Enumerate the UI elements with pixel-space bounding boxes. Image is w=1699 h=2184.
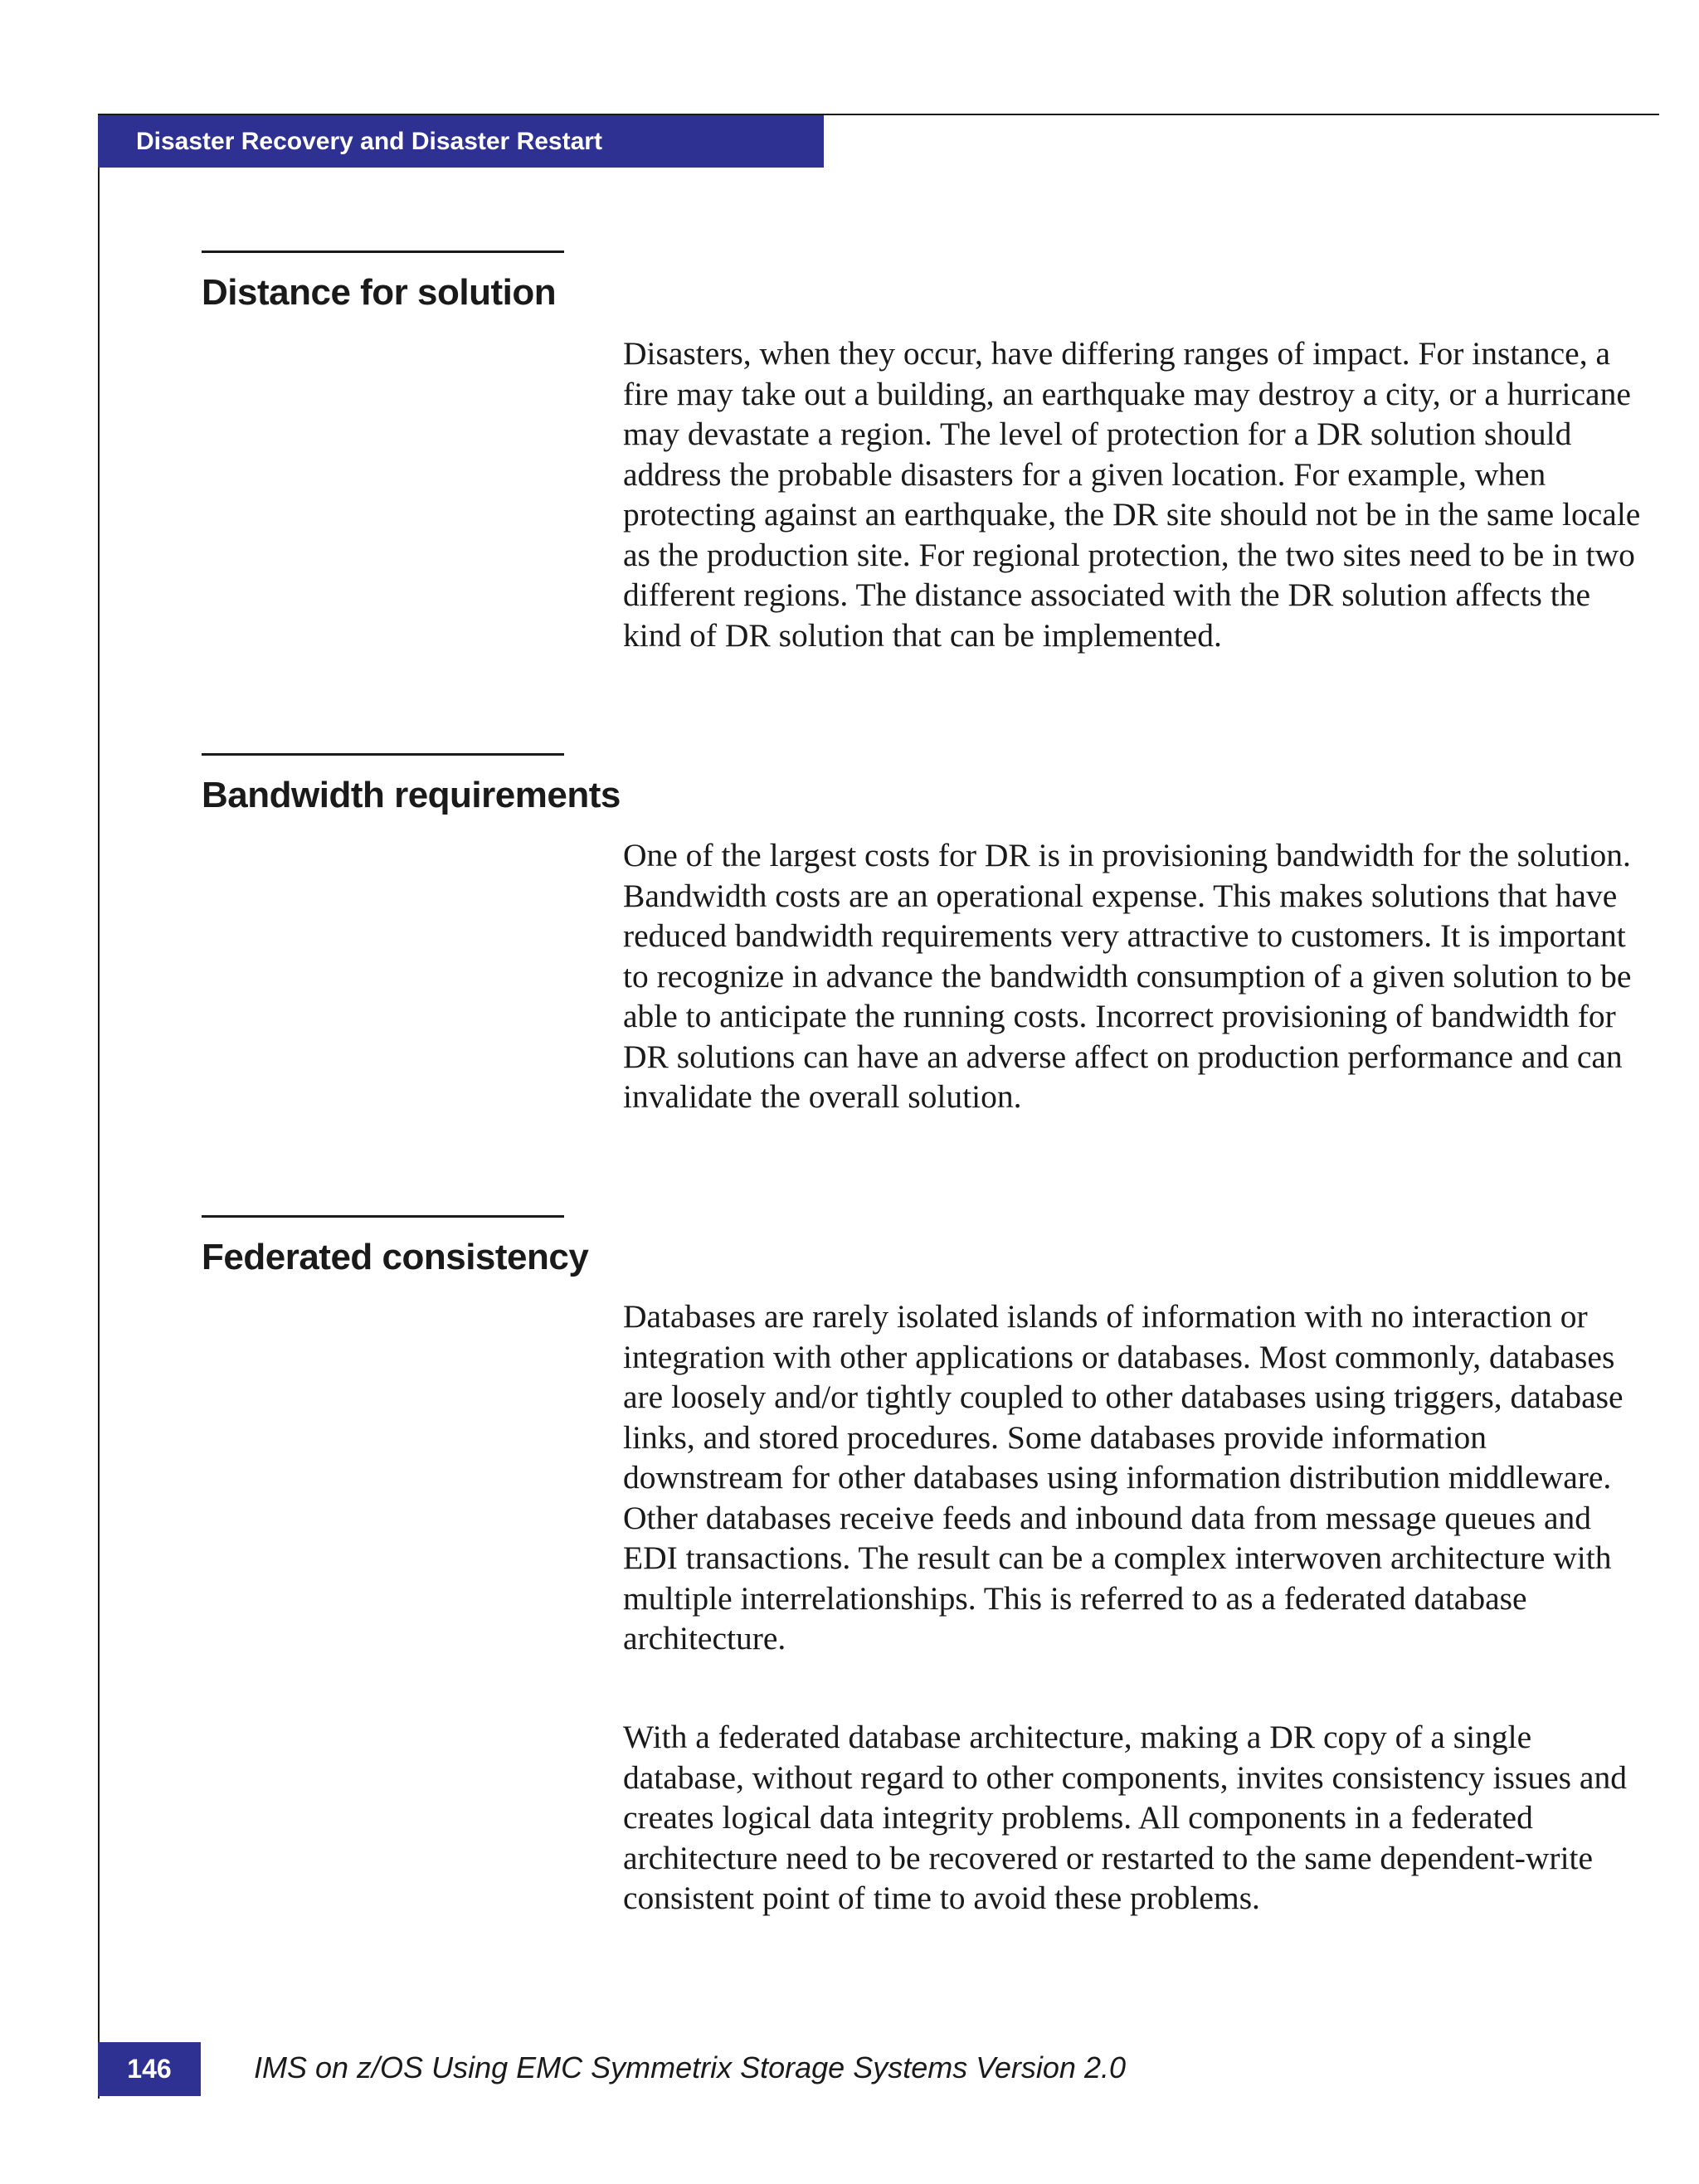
- margin-rule: [98, 114, 100, 2099]
- paragraph: With a federated database architecture, making a DR copy of a single database, without regard to other components, invites consistency issues and creates logical data integrity problems. All components in a federated architecture need to be recovered or restarted to the same dependent-write consistent point of time to avoid these problems.: [623, 1719, 1627, 1916]
- page-number-text: 146: [127, 2054, 172, 2084]
- section-rule: [202, 753, 564, 756]
- chapter-banner: [98, 115, 824, 168]
- section-rule: [202, 1215, 564, 1218]
- paragraph: One of the largest costs for DR is in provisioning bandwidth for the solution. Bandwidth costs are an operational expense. This makes solutions that have reduced bandwidth requirements very attractive to customers. It is important to recognize in advance the bandwidth consumption of a given solution to be able to anticipate the running costs. Incorrect provisioning of bandwidth for DR solutions can have an adverse affect on production performance and can invalidate the overall solution.: [623, 837, 1632, 1115]
- section-heading-distance: Distance for solution: [202, 272, 557, 313]
- paragraph: Disasters, when they occur, have differing ranges of impact. For instance, a fire may take out a building, an earthquake may destroy a city, or a hurricane may devastate a region. The level of protection for a DR solution should address the probable disasters for a given location. For example, when protecting against an earthquake, the DR site should not be in the same locale as the production site. For regional protection, the two sites need to be in two different regions. The distance associated with the DR solution affects the kind of DR solution that can be implemented.: [623, 335, 1641, 654]
- section-rule: [202, 251, 564, 253]
- document-title: IMS on z/OS Using EMC Symmetrix Storage Systems Version 2.0: [254, 2050, 1126, 2084]
- section-heading-bandwidth: Bandwidth requirements: [202, 775, 621, 815]
- paragraph: Databases are rarely isolated islands of information with no interaction or integration with other applications or databases. Most commonly, databases are loosely and/or tightly coupled to other databases using triggers, database links, and stored procedures. Some databases provide information downstream for other databases using information distribution middleware. Other databases receive feeds and inbound data from message queues and EDI transactions. The result can be a complex interwoven architecture with multiple interrelationships. This is referred to as a federated database architecture.: [623, 1298, 1624, 1656]
- page-number: [98, 2042, 201, 2096]
- section-heading-federated: Federated consistency: [202, 1237, 589, 1277]
- chapter-title: Disaster Recovery and Disaster Restart: [136, 127, 602, 155]
